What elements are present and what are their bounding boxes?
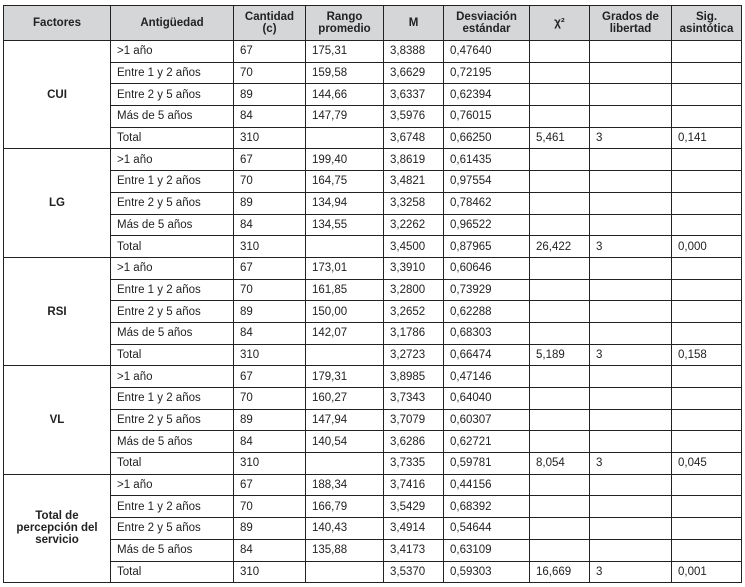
desviacion-cell: 0,78462 bbox=[444, 192, 530, 214]
grados-libertad-cell: 3 bbox=[590, 127, 672, 149]
m-cell: 3,4500 bbox=[384, 236, 444, 258]
antiguedad-cell: Más de 5 años bbox=[111, 106, 234, 128]
header-antiguedad: Antigüedad bbox=[111, 6, 234, 41]
grados-libertad-cell bbox=[590, 322, 672, 344]
chi-square-cell bbox=[530, 106, 590, 128]
m-cell: 3,6337 bbox=[384, 84, 444, 106]
m-cell: 3,6629 bbox=[384, 62, 444, 84]
antiguedad-cell: >1 año bbox=[111, 41, 234, 63]
grados-libertad-cell bbox=[590, 474, 672, 496]
desviacion-cell: 0,73929 bbox=[444, 279, 530, 301]
desviacion-cell: 0,54644 bbox=[444, 518, 530, 540]
antiguedad-cell: Total bbox=[111, 236, 234, 258]
m-cell: 3,2723 bbox=[384, 344, 444, 366]
sig-asintotica-cell bbox=[672, 171, 742, 193]
table-row bbox=[4, 453, 742, 475]
m-cell: 3,4173 bbox=[384, 539, 444, 561]
cantidad-cell: 89 bbox=[234, 518, 306, 540]
grados-libertad-cell bbox=[590, 366, 672, 388]
antiguedad-cell: Entre 1 y 2 años bbox=[111, 171, 234, 193]
table-row bbox=[4, 84, 742, 106]
cantidad-cell: 70 bbox=[234, 496, 306, 518]
m-cell: 3,7416 bbox=[384, 474, 444, 496]
sig-asintotica-cell: 0,158 bbox=[672, 344, 742, 366]
m-cell: 3,5429 bbox=[384, 496, 444, 518]
sig-asintotica-cell bbox=[672, 322, 742, 344]
table-row bbox=[4, 539, 742, 561]
factor-label: LG bbox=[4, 149, 111, 257]
rango-promedio-cell: 140,54 bbox=[306, 431, 384, 453]
grados-libertad-cell bbox=[590, 257, 672, 279]
m-cell: 3,8388 bbox=[384, 41, 444, 63]
rango-promedio-cell: 199,40 bbox=[306, 149, 384, 171]
chi-square-cell: 8,054 bbox=[530, 453, 590, 475]
table-row bbox=[4, 257, 742, 279]
rango-promedio-cell bbox=[306, 236, 384, 258]
table-row bbox=[4, 301, 742, 323]
desviacion-cell: 0,68392 bbox=[444, 496, 530, 518]
antiguedad-cell: >1 año bbox=[111, 474, 234, 496]
m-cell: 3,3258 bbox=[384, 192, 444, 214]
rango-promedio-cell: 142,07 bbox=[306, 322, 384, 344]
rango-promedio-cell: 134,94 bbox=[306, 192, 384, 214]
sig-asintotica-cell bbox=[672, 474, 742, 496]
m-cell: 3,4914 bbox=[384, 518, 444, 540]
header-sig-asintotica: Sig. asintótica bbox=[672, 6, 742, 41]
antiguedad-cell: Más de 5 años bbox=[111, 431, 234, 453]
cantidad-cell: 89 bbox=[234, 84, 306, 106]
antiguedad-cell: Más de 5 años bbox=[111, 539, 234, 561]
sig-asintotica-cell: 0,001 bbox=[672, 561, 742, 583]
desviacion-cell: 0,47146 bbox=[444, 366, 530, 388]
table-row bbox=[4, 366, 742, 388]
sig-asintotica-cell bbox=[672, 279, 742, 301]
chi-square-cell bbox=[530, 496, 590, 518]
desviacion-cell: 0,96522 bbox=[444, 214, 530, 236]
sig-asintotica-cell bbox=[672, 214, 742, 236]
table-row bbox=[4, 171, 742, 193]
rango-promedio-cell: 134,55 bbox=[306, 214, 384, 236]
chi-square-cell bbox=[530, 214, 590, 236]
m-cell: 3,2800 bbox=[384, 279, 444, 301]
desviacion-cell: 0,62288 bbox=[444, 301, 530, 323]
chi-square-cell bbox=[530, 279, 590, 301]
cantidad-cell: 70 bbox=[234, 62, 306, 84]
cantidad-cell: 310 bbox=[234, 453, 306, 475]
rango-promedio-cell: 188,34 bbox=[306, 474, 384, 496]
chi-square-cell bbox=[530, 388, 590, 410]
header-desviacion: Desviación estándar bbox=[444, 6, 530, 41]
chi-square-cell bbox=[530, 431, 590, 453]
cantidad-cell: 67 bbox=[234, 366, 306, 388]
factor-label: VL bbox=[4, 366, 111, 474]
desviacion-cell: 0,62394 bbox=[444, 84, 530, 106]
m-cell: 3,2262 bbox=[384, 214, 444, 236]
rango-promedio-cell: 144,66 bbox=[306, 84, 384, 106]
desviacion-cell: 0,59303 bbox=[444, 561, 530, 583]
factor-label: CUI bbox=[4, 41, 111, 149]
chi-square-cell: 26,422 bbox=[530, 236, 590, 258]
grados-libertad-cell: 3 bbox=[590, 344, 672, 366]
antiguedad-cell: Entre 2 y 5 años bbox=[111, 409, 234, 431]
rango-promedio-cell bbox=[306, 453, 384, 475]
rango-promedio-cell bbox=[306, 344, 384, 366]
m-cell: 3,7079 bbox=[384, 409, 444, 431]
antiguedad-cell: Más de 5 años bbox=[111, 214, 234, 236]
m-cell: 3,6748 bbox=[384, 127, 444, 149]
rango-promedio-cell: 140,43 bbox=[306, 518, 384, 540]
rango-promedio-cell: 147,94 bbox=[306, 409, 384, 431]
table-row bbox=[4, 41, 742, 63]
cantidad-cell: 310 bbox=[234, 127, 306, 149]
m-cell: 3,5976 bbox=[384, 106, 444, 128]
desviacion-cell: 0,64040 bbox=[444, 388, 530, 410]
desviacion-cell: 0,66250 bbox=[444, 127, 530, 149]
desviacion-cell: 0,61435 bbox=[444, 149, 530, 171]
rango-promedio-cell: 173,01 bbox=[306, 257, 384, 279]
desviacion-cell: 0,72195 bbox=[444, 62, 530, 84]
cantidad-cell: 89 bbox=[234, 192, 306, 214]
m-cell: 3,4821 bbox=[384, 171, 444, 193]
chi-square-cell bbox=[530, 518, 590, 540]
grados-libertad-cell: 3 bbox=[590, 236, 672, 258]
grados-libertad-cell bbox=[590, 106, 672, 128]
antiguedad-cell: Total bbox=[111, 453, 234, 475]
chi-square-cell bbox=[530, 41, 590, 63]
rango-promedio-cell: 175,31 bbox=[306, 41, 384, 63]
desviacion-cell: 0,68303 bbox=[444, 322, 530, 344]
sig-asintotica-cell: 0,141 bbox=[672, 127, 742, 149]
cantidad-cell: 310 bbox=[234, 236, 306, 258]
table-row bbox=[4, 474, 742, 496]
desviacion-cell: 0,44156 bbox=[444, 474, 530, 496]
rango-promedio-cell: 150,00 bbox=[306, 301, 384, 323]
desviacion-cell: 0,62721 bbox=[444, 431, 530, 453]
antiguedad-cell: Entre 1 y 2 años bbox=[111, 62, 234, 84]
grados-libertad-cell bbox=[590, 41, 672, 63]
cantidad-cell: 89 bbox=[234, 409, 306, 431]
sig-asintotica-cell bbox=[672, 366, 742, 388]
table-row bbox=[4, 496, 742, 518]
table-body bbox=[4, 41, 742, 583]
table-row bbox=[4, 279, 742, 301]
table-row bbox=[4, 192, 742, 214]
chi-square-cell bbox=[530, 149, 590, 171]
table-row bbox=[4, 236, 742, 258]
desviacion-cell: 0,97554 bbox=[444, 171, 530, 193]
grados-libertad-cell bbox=[590, 409, 672, 431]
cantidad-cell: 67 bbox=[234, 257, 306, 279]
desviacion-cell: 0,87965 bbox=[444, 236, 530, 258]
grados-libertad-cell bbox=[590, 62, 672, 84]
desviacion-cell: 0,47640 bbox=[444, 41, 530, 63]
table-row bbox=[4, 409, 742, 431]
sig-asintotica-cell bbox=[672, 106, 742, 128]
grados-libertad-cell bbox=[590, 149, 672, 171]
cantidad-cell: 70 bbox=[234, 171, 306, 193]
cantidad-cell: 84 bbox=[234, 539, 306, 561]
antiguedad-cell: Total bbox=[111, 344, 234, 366]
chi-square-cell: 16,669 bbox=[530, 561, 590, 583]
cantidad-cell: 310 bbox=[234, 344, 306, 366]
table-row bbox=[4, 149, 742, 171]
sig-asintotica-cell bbox=[672, 149, 742, 171]
table-row bbox=[4, 344, 742, 366]
grados-libertad-cell bbox=[590, 171, 672, 193]
rango-promedio-cell: 166,79 bbox=[306, 496, 384, 518]
table-row bbox=[4, 127, 742, 149]
sig-asintotica-cell bbox=[672, 388, 742, 410]
chi-square-cell bbox=[530, 171, 590, 193]
m-cell: 3,8985 bbox=[384, 366, 444, 388]
m-cell: 3,3910 bbox=[384, 257, 444, 279]
header-row bbox=[4, 6, 742, 41]
m-cell: 3,1786 bbox=[384, 322, 444, 344]
header-rango-promedio: Rango promedio bbox=[306, 6, 384, 41]
sig-asintotica-cell: 0,045 bbox=[672, 453, 742, 475]
grados-libertad-cell bbox=[590, 539, 672, 561]
sig-asintotica-cell bbox=[672, 62, 742, 84]
antiguedad-cell: Entre 2 y 5 años bbox=[111, 301, 234, 323]
sig-asintotica-cell: 0,000 bbox=[672, 236, 742, 258]
table-row bbox=[4, 431, 742, 453]
desviacion-cell: 0,66474 bbox=[444, 344, 530, 366]
rango-promedio-cell bbox=[306, 127, 384, 149]
header-m: M bbox=[384, 6, 444, 41]
desviacion-cell: 0,60646 bbox=[444, 257, 530, 279]
chi-square-cell bbox=[530, 474, 590, 496]
cantidad-cell: 84 bbox=[234, 322, 306, 344]
antiguedad-cell: Total bbox=[111, 127, 234, 149]
desviacion-cell: 0,59781 bbox=[444, 453, 530, 475]
rango-promedio-cell: 179,31 bbox=[306, 366, 384, 388]
chi-square-cell bbox=[530, 192, 590, 214]
sig-asintotica-cell bbox=[672, 539, 742, 561]
cantidad-cell: 84 bbox=[234, 431, 306, 453]
m-cell: 3,2652 bbox=[384, 301, 444, 323]
cantidad-cell: 67 bbox=[234, 41, 306, 63]
table-row bbox=[4, 62, 742, 84]
chi-square-cell bbox=[530, 322, 590, 344]
rango-promedio-cell: 160,27 bbox=[306, 388, 384, 410]
m-cell: 3,8619 bbox=[384, 149, 444, 171]
antiguedad-cell: Más de 5 años bbox=[111, 322, 234, 344]
antiguedad-cell: Entre 1 y 2 años bbox=[111, 388, 234, 410]
cantidad-cell: 70 bbox=[234, 388, 306, 410]
factor-label: RSI bbox=[4, 257, 111, 365]
chi-square-cell bbox=[530, 366, 590, 388]
cantidad-cell: 70 bbox=[234, 279, 306, 301]
desviacion-cell: 0,76015 bbox=[444, 106, 530, 128]
table-row bbox=[4, 518, 742, 540]
antiguedad-cell: >1 año bbox=[111, 149, 234, 171]
table-row bbox=[4, 388, 742, 410]
antiguedad-cell: Entre 2 y 5 años bbox=[111, 518, 234, 540]
grados-libertad-cell bbox=[590, 431, 672, 453]
cantidad-cell: 67 bbox=[234, 474, 306, 496]
header-grados-libertad: Grados de libertad bbox=[590, 6, 672, 41]
antiguedad-cell: Entre 2 y 5 años bbox=[111, 192, 234, 214]
chi-square-cell bbox=[530, 84, 590, 106]
cantidad-cell: 310 bbox=[234, 561, 306, 583]
cantidad-cell: 89 bbox=[234, 301, 306, 323]
table-row bbox=[4, 561, 742, 583]
sig-asintotica-cell bbox=[672, 41, 742, 63]
table-row bbox=[4, 106, 742, 128]
antiguedad-cell: Entre 1 y 2 años bbox=[111, 496, 234, 518]
cantidad-cell: 67 bbox=[234, 149, 306, 171]
chi-square-cell bbox=[530, 539, 590, 561]
rango-promedio-cell: 135,88 bbox=[306, 539, 384, 561]
grados-libertad-cell bbox=[590, 279, 672, 301]
rango-promedio-cell bbox=[306, 561, 384, 583]
chi-square-cell: 5,461 bbox=[530, 127, 590, 149]
sig-asintotica-cell bbox=[672, 518, 742, 540]
table-row bbox=[4, 214, 742, 236]
grados-libertad-cell bbox=[590, 301, 672, 323]
kruskal-wallis-table bbox=[3, 5, 742, 583]
factor-label: Total de percepción del servicio bbox=[4, 474, 111, 582]
sig-asintotica-cell bbox=[672, 431, 742, 453]
antiguedad-cell: >1 año bbox=[111, 257, 234, 279]
chi-square-cell bbox=[530, 409, 590, 431]
header-factores: Factores bbox=[4, 6, 111, 41]
cantidad-cell: 84 bbox=[234, 106, 306, 128]
sig-asintotica-cell bbox=[672, 496, 742, 518]
m-cell: 3,6286 bbox=[384, 431, 444, 453]
rango-promedio-cell: 159,58 bbox=[306, 62, 384, 84]
sig-asintotica-cell bbox=[672, 301, 742, 323]
antiguedad-cell: Entre 1 y 2 años bbox=[111, 279, 234, 301]
grados-libertad-cell: 3 bbox=[590, 453, 672, 475]
grados-libertad-cell bbox=[590, 214, 672, 236]
grados-libertad-cell: 3 bbox=[590, 561, 672, 583]
table-row bbox=[4, 322, 742, 344]
header-cantidad: Cantidad (c) bbox=[234, 6, 306, 41]
sig-asintotica-cell bbox=[672, 409, 742, 431]
rango-promedio-cell: 164,75 bbox=[306, 171, 384, 193]
antiguedad-cell: >1 año bbox=[111, 366, 234, 388]
antiguedad-cell: Total bbox=[111, 561, 234, 583]
chi-square-cell: 5,189 bbox=[530, 344, 590, 366]
antiguedad-cell: Entre 2 y 5 años bbox=[111, 84, 234, 106]
chi-square-cell bbox=[530, 301, 590, 323]
grados-libertad-cell bbox=[590, 84, 672, 106]
grados-libertad-cell bbox=[590, 192, 672, 214]
chi-square-cell bbox=[530, 257, 590, 279]
desviacion-cell: 0,63109 bbox=[444, 539, 530, 561]
grados-libertad-cell bbox=[590, 518, 672, 540]
rango-promedio-cell: 147,79 bbox=[306, 106, 384, 128]
m-cell: 3,7343 bbox=[384, 388, 444, 410]
desviacion-cell: 0,60307 bbox=[444, 409, 530, 431]
m-cell: 3,7335 bbox=[384, 453, 444, 475]
sig-asintotica-cell bbox=[672, 84, 742, 106]
cantidad-cell: 84 bbox=[234, 214, 306, 236]
sig-asintotica-cell bbox=[672, 257, 742, 279]
grados-libertad-cell bbox=[590, 388, 672, 410]
m-cell: 3,5370 bbox=[384, 561, 444, 583]
sig-asintotica-cell bbox=[672, 192, 742, 214]
header-chi-square: χ² bbox=[530, 6, 590, 41]
chi-square-cell bbox=[530, 62, 590, 84]
rango-promedio-cell: 161,85 bbox=[306, 279, 384, 301]
grados-libertad-cell bbox=[590, 496, 672, 518]
